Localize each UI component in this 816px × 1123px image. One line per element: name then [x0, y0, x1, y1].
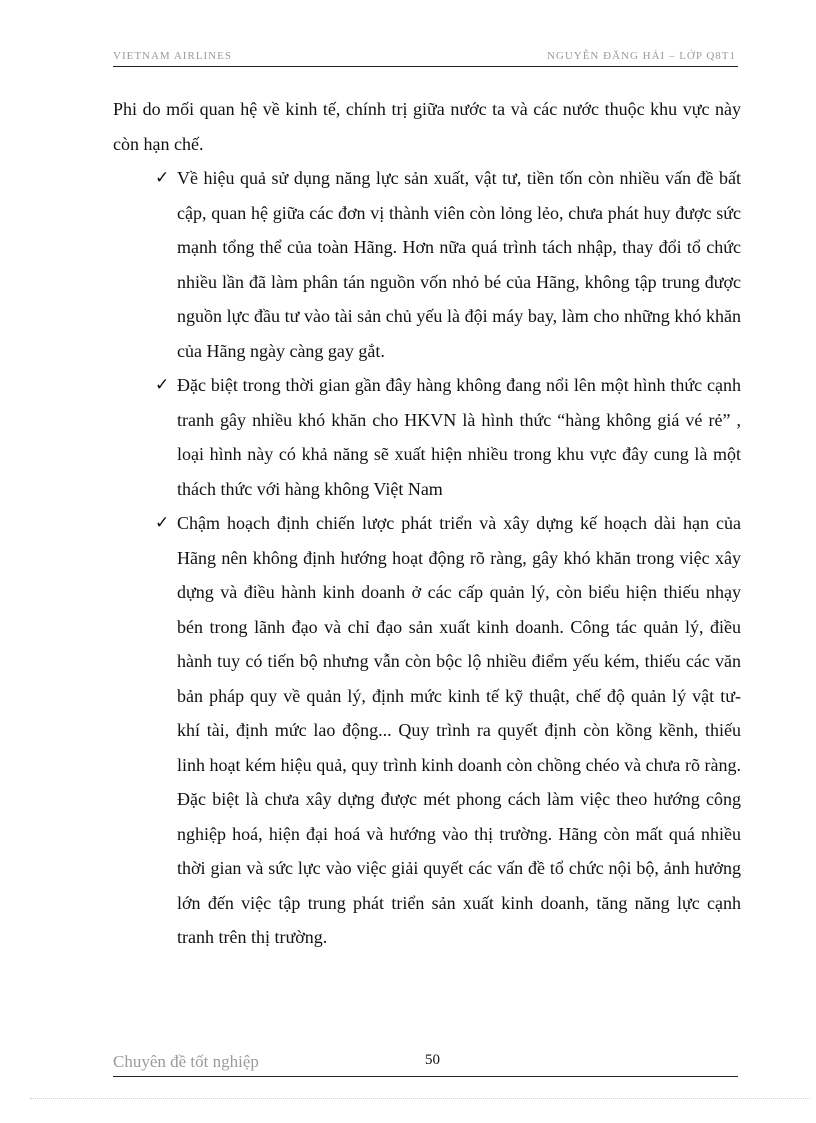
bullet-text: Đặc biệt trong thời gian gần đây hàng không đang nổi lên một hình thức cạnh tranh gây nhiều khó khăn cho HKVN là hình thức “hàng không giá vé rẻ” , loại hình này có khả năng sẽ xuất hiện nhiều trong khu vực đây cung là một thách thức với hàng không Việt Nam [177, 375, 741, 499]
check-icon: ✓ [155, 513, 170, 532]
check-icon: ✓ [155, 168, 170, 187]
footer-title: Chuyên đề tốt nghiệp [113, 1052, 259, 1071]
bullet-item [155, 506, 741, 955]
main-content [113, 92, 741, 955]
bullet-text: Về hiệu quả sử dụng năng lực sản xuất, vật tư, tiền tốn còn nhiều vấn đề bất cập, quan hệ giữa các đơn vị thành viên còn lỏng lẻo, chưa phát huy được sức mạnh tổng thể của toàn Hãng. Hơn nữa quá trình tách nhập, thay đổi tổ chức nhiều lần đã làm phân tán nguồn vốn nhỏ bé của Hãng, không tập trung được nguồn lực đầu tư vào tài sản chủ yếu là đội máy bay, làm cho những khó khăn của Hãng ngày càng gay gắt. [177, 168, 741, 361]
bullet-item [155, 368, 741, 506]
bullet-text: Chậm hoạch định chiến lược phát triển và xây dựng kế hoạch dài hạn của Hãng nên không định hướng hoạt động rõ ràng, gây khó khăn trong việc xây dựng và điều hành kinh doanh ở các cấp quản lý, còn biểu hiện thiếu nhạy bén trong lãnh đạo và chỉ đạo sản xuất kinh doanh. Công tác quản lý, điều hành tuy có tiến bộ nhưng vẫn còn bộc lộ nhiều điểm yếu kém, thiếu các văn bản pháp quy về quản lý, định mức kinh tế kỹ thuật, chế độ quản lý vật tư- khí tài, định mức lao động... Quy trình ra quyết định còn kồng kềnh, thiếu linh hoạt kém hiệu quả, quy trình kinh doanh còn chồng chéo và chưa rõ ràng. Đặc biệt là chưa xây dựng được mét phong cách làm việc theo hướng công nghiệp hoá, hiện đại hoá và hướng vào thị trường. Hãng còn mất quá nhiều thời gian và sức lực vào việc giải quyết các vấn đề tổ chức nội bộ, ảnh hưởng lớn đến việc tập trung phát triển sản xuất kinh doanh, tăng năng lực cạnh tranh trên thị trường. [177, 513, 741, 947]
page-header [113, 48, 738, 67]
bottom-divider [30, 1098, 810, 1099]
page-footer [113, 1048, 738, 1077]
bullet-list [113, 161, 741, 955]
header-right: NGUYỄN ĐĂNG HẢI – LỚP Q8T1 [546, 50, 736, 62]
bullet-item [155, 161, 741, 368]
check-icon: ✓ [155, 375, 170, 394]
intro-paragraph: Phi do mối quan hệ về kinh tế, chính trị giữa nước ta và các nước thuộc khu vực này còn hạn chế. [113, 99, 741, 154]
page-number: 50 [425, 1052, 440, 1068]
header-left: VIETNAM AIRLINES [113, 50, 232, 62]
